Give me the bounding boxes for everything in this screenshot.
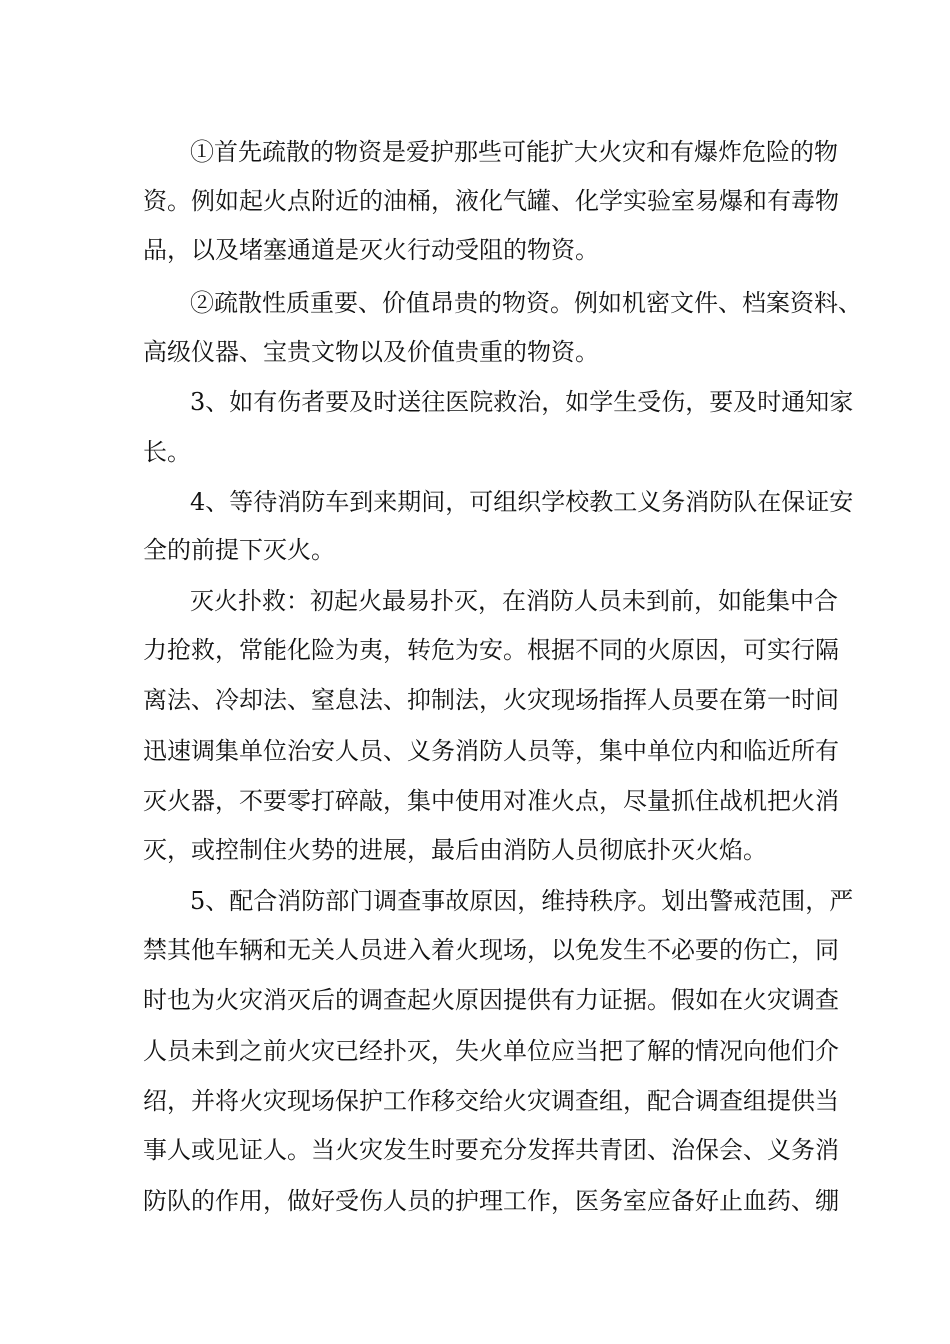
text-line: 3、如有伤者要及时送往医院救治，如学生受伤，要及时通知家: [190, 388, 854, 416]
text-line: 人员未到之前火灾已经扑灭，失火单位应当把了解的情况向他们介: [143, 1037, 839, 1065]
text-line: ②疏散性质重要、价值昂贵的物资。例如机密文件、档案资料、: [190, 289, 862, 317]
text-line: 灭，或控制住火势的进展，最后由消防人员彻底扑灭火焰。: [143, 836, 767, 864]
text-line: 防队的作用，做好受伤人员的护理工作，医务室应备好止血药、绷: [143, 1187, 839, 1215]
text-line: 高级仪器、宝贵文物以及价值贵重的物资。: [143, 338, 599, 366]
text-line: 长。: [143, 438, 191, 466]
text-line: 灭火扑救：初起火最易扑灭，在消防人员未到前，如能集中合: [190, 587, 838, 615]
text-line: 品，以及堵塞通道是灭火行动受阻的物资。: [143, 236, 599, 264]
text-line: 迅速调集单位治安人员、义务消防人员等，集中单位内和临近所有: [143, 737, 839, 765]
text-line: 时也为火灾消灭后的调查起火原因提供有力证据。假如在火灾调查: [143, 986, 839, 1014]
text-line: ①首先疏散的物资是爱护那些可能扩大火灾和有爆炸危险的物: [190, 138, 838, 166]
text-line: 离法、冷却法、窒息法、抑制法，火灾现场指挥人员要在第一时间: [143, 686, 839, 714]
text-line: 禁其他车辆和无关人员进入着火现场，以免发生不必要的伤亡，同: [143, 936, 839, 964]
text-line: 灭火器，不要零打碎敲，集中使用对准火点，尽量抓住战机把火消: [143, 787, 839, 815]
text-line: 事人或见证人。当火灾发生时要充分发挥共青团、治保会、义务消: [143, 1136, 839, 1164]
text-line: 绍，并将火灾现场保护工作移交给火灾调查组，配合调查组提供当: [143, 1087, 839, 1115]
text-line: 4、等待消防车到来期间，可组织学校教工义务消防队在保证安: [190, 488, 854, 516]
text-line: 资。例如起火点附近的油桶，液化气罐、化学实验室易爆和有毒物: [143, 187, 839, 215]
text-line: 全的前提下灭火。: [143, 536, 335, 564]
text-line: 力抢救，常能化险为夷，转危为安。根据不同的火原因，可实行隔: [143, 636, 839, 664]
text-line: 5、配合消防部门调查事故原因，维持秩序。划出警戒范围，严: [190, 887, 854, 915]
